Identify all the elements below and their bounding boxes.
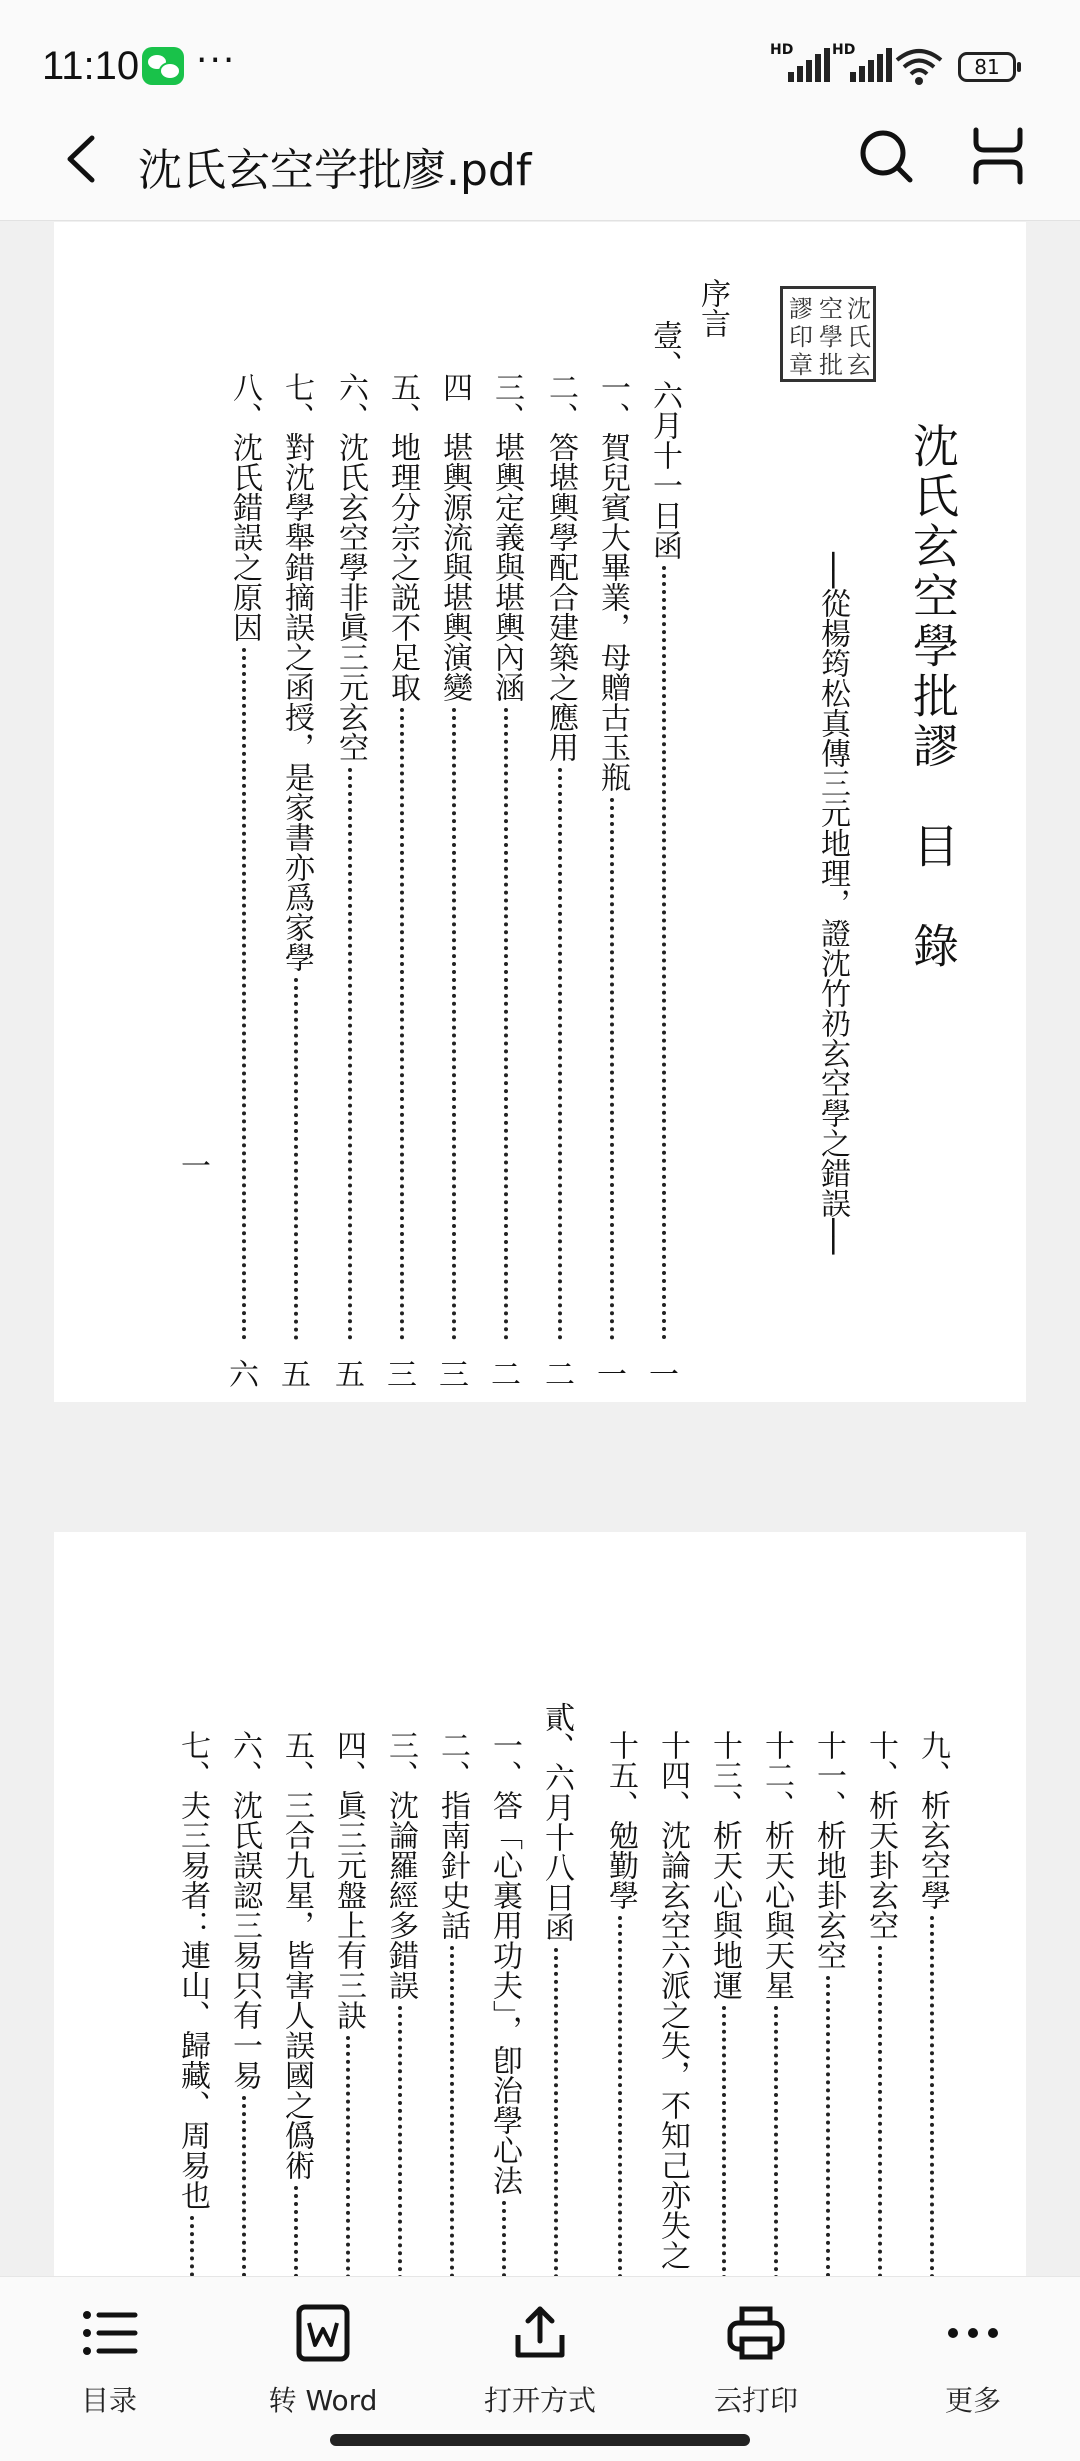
toc-leader-dots — [452, 708, 456, 1340]
toc-entry: 十二、析天心與天星 — [759, 1730, 794, 2000]
toc-entry: 一、答「心裏用功夫」，卽治學心法 — [487, 1730, 522, 2195]
toc-page-number: 五 — [335, 1358, 365, 1393]
seal-stamp: 沈 氏 玄 空 學 批 謬 印 章 — [780, 286, 876, 382]
toc-entry: 壹、六月十一日函 — [647, 320, 682, 560]
toc-page-number: 二 — [545, 1358, 575, 1393]
toc-entry: 十五、勉勤學 — [603, 1730, 638, 1910]
toc-page-number: 一 — [649, 1358, 679, 1393]
toc-title: 沈氏玄空學批謬 目 錄 — [906, 422, 960, 972]
toc-entry: 二、指南針史話 — [435, 1730, 470, 1940]
toc-entry: 四 堪輿源流與堪輿演變 — [437, 372, 472, 702]
toc-leader-dots — [504, 708, 508, 1340]
page-folio: 一 — [175, 1150, 210, 1180]
toc-entry: 七、夫三易者：連山、歸藏、周易也 — [175, 1730, 210, 2210]
more-notifications-icon: ··· — [196, 40, 237, 81]
back-arrow-icon[interactable] — [62, 134, 102, 184]
toc-entry: 貳、六月十八日函 — [539, 1702, 574, 1942]
toc-entry: 十四、沈論玄空六派之失，不知己亦失之 — [655, 1730, 690, 2270]
fullscreen-icon[interactable] — [970, 126, 1026, 186]
toc-entry: 二、答堪輿學配合建築之應用 — [543, 372, 578, 762]
toc-page-number: 三 — [387, 1358, 417, 1393]
clock: 11:10 — [42, 44, 140, 88]
toc-page-number: 五 — [281, 1358, 311, 1393]
toc-leader-dots — [662, 566, 666, 1340]
toc-leader-dots — [294, 978, 298, 1340]
toc-entry: 十一、析地卦玄空 — [811, 1730, 846, 1970]
wechat-notification-icon — [142, 47, 184, 85]
toc-leader-dots — [558, 768, 562, 1340]
printer-icon — [724, 2301, 788, 2365]
toc-entry: 五、地理分宗之説不足取 — [385, 372, 420, 702]
search-icon[interactable] — [858, 128, 914, 184]
app-header — [0, 100, 1080, 221]
preface-heading: 序言 — [695, 278, 730, 338]
toc-entry: 四、眞三元盤上有三訣 — [331, 1730, 366, 2030]
toc-leader-dots — [400, 708, 404, 1340]
list-icon — [77, 2301, 141, 2365]
toc-leader-dots — [348, 768, 352, 1340]
toc-entry: 三、沈論羅經多錯誤 — [383, 1730, 418, 2000]
toc-button[interactable]: 目录 — [29, 2301, 189, 2419]
toc-leader-dots — [610, 798, 614, 1340]
home-indicator — [330, 2434, 750, 2446]
toc-leader-dots — [242, 648, 246, 1340]
share-icon — [508, 2301, 572, 2365]
toc-entry: 九、析玄空學 — [915, 1730, 950, 1910]
toc-entry: 六、沈氏誤認三易只有一易 — [227, 1730, 262, 2090]
toc-entry: 三、堪輿定義與堪輿內涵 — [489, 372, 524, 702]
battery-indicator: 81 — [958, 52, 1016, 82]
toc-entry: 七、對沈學舉錯摘誤之函授，是家書亦爲家學 — [279, 372, 314, 972]
more-icon — [941, 2301, 1005, 2365]
toc-entry: 五、三合九星，皆害人誤國之僞術 — [279, 1730, 314, 2180]
toc-entry: 八、沈氏錯誤之原因 — [227, 372, 262, 642]
signal-1-icon: HD — [770, 42, 840, 86]
pdf-page-1[interactable] — [54, 222, 1026, 1402]
signal-2-icon: HD — [832, 42, 902, 86]
convert-word-button[interactable]: 转 Word — [243, 2301, 403, 2419]
toc-subtitle: ──從楊筠松真傳三元地理，證沈竹礽玄空學之錯誤── — [815, 552, 850, 1255]
toc-page-number: 一 — [597, 1358, 627, 1393]
document-title: 沈氏玄空学批廖.pdf — [138, 145, 532, 196]
toc-page-number: 二 — [491, 1358, 521, 1393]
open-with-button[interactable]: 打开方式 — [460, 2301, 620, 2419]
cloud-print-button[interactable]: 云打印 — [676, 2301, 836, 2419]
more-button[interactable]: 更多 — [893, 2301, 1053, 2419]
toc-entry: 十、析天卦玄空 — [863, 1730, 898, 1940]
toc-page-number: 六 — [229, 1358, 259, 1393]
wifi-icon — [894, 46, 944, 86]
toc-entry: 六、沈氏玄空學非眞三元玄空 — [333, 372, 368, 762]
toc-page-number: 三 — [439, 1358, 469, 1393]
toc-entry: 一、賀兒賓大畢業，母贈古玉瓶 — [595, 372, 630, 792]
toc-entry: 十三、析天心與地運 — [707, 1730, 742, 2000]
word-icon — [291, 2301, 355, 2365]
